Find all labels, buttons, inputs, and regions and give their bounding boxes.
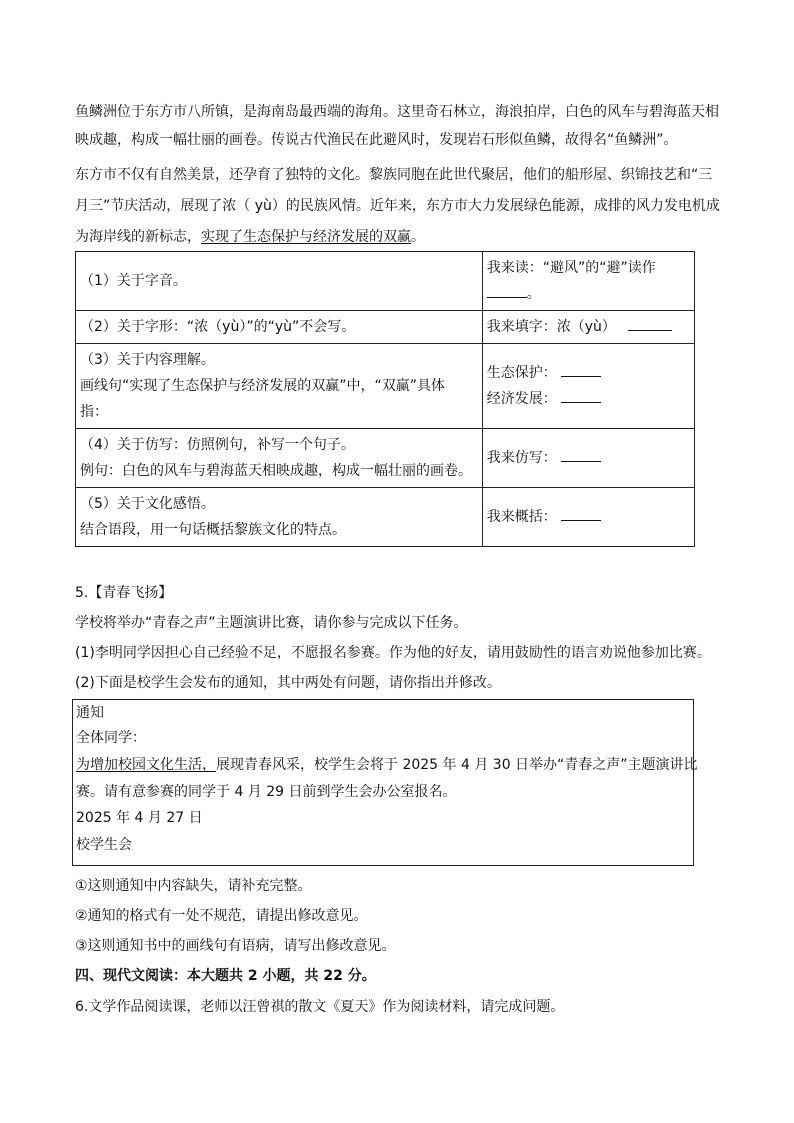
row4-right bbox=[482, 429, 694, 488]
table-row bbox=[76, 429, 695, 488]
row3-left-1: （3）关于内容理解。 bbox=[80, 352, 215, 368]
row3-right bbox=[482, 344, 694, 429]
passage-line-5-end: 。 bbox=[411, 229, 425, 245]
answer-blank[interactable] bbox=[487, 285, 527, 298]
notice-greeting: 全体同学： bbox=[76, 730, 146, 746]
row3-left-3: 指： bbox=[80, 404, 108, 420]
table-row bbox=[76, 311, 695, 344]
notice-box bbox=[72, 699, 698, 866]
row1-answer-line bbox=[487, 281, 690, 307]
row1-left: （1）关于字音。 bbox=[76, 252, 483, 311]
row5-left bbox=[76, 488, 483, 547]
row3-left bbox=[76, 344, 483, 429]
row1-right-end: 。 bbox=[526, 286, 541, 302]
row1-right-text: 我来读：“避风”的“避”读作 bbox=[486, 260, 656, 276]
question-5-task-2: (2)下面是校学生会发布的通知，其中两处有问题，请你指出并修改。 bbox=[75, 675, 501, 691]
sub-question-1: ①这则通知中内容缺失，请补充完整。 bbox=[75, 878, 312, 894]
answer-blank[interactable] bbox=[561, 508, 601, 521]
question-5-title: 5.【青春飞扬】 bbox=[75, 585, 173, 601]
notice-date: 2025 年 4 月 27 日 bbox=[76, 810, 203, 826]
row1-right bbox=[482, 252, 694, 311]
table-row bbox=[76, 344, 695, 429]
row4-left-2: 例句：白色的风车与碧海蓝天相映成趣，构成一幅壮丽的画卷。 bbox=[80, 463, 472, 479]
notice-body-line-1 bbox=[76, 755, 698, 775]
answer-blank[interactable] bbox=[561, 390, 601, 403]
passage-line-3: 东方市不仅有自然美景，还孕育了独特的文化。黎族同胞在此世代聚居，他们的船形屋、织锦技艺和“三 bbox=[75, 167, 713, 183]
sub-question-2: ②通知的格式有一处不规范，请提出修改意见。 bbox=[75, 908, 368, 924]
row2-right-text: 我来填字：浓（yù） bbox=[486, 319, 616, 335]
question-table bbox=[75, 251, 695, 547]
row5-left-2: 结合语段，用一句话概括黎族文化的特点。 bbox=[80, 522, 346, 538]
table-row bbox=[76, 488, 695, 547]
row4-right-text: 我来仿写： bbox=[486, 450, 557, 466]
row5-left-1: （5）关于文化感悟。 bbox=[80, 496, 215, 512]
notice-title: 通知 bbox=[76, 705, 104, 721]
notice-underlined-sentence: 为增加校园文化生活， bbox=[76, 757, 216, 773]
passage-line-1: 鱼鳞洲位于东方市八所镇，是海南岛最西端的海角。这里奇石林立，海浪拍岸，白色的风车与碧海蓝天相 bbox=[75, 104, 719, 120]
table-row bbox=[76, 252, 695, 311]
passage-line-5-start: 为海岸线的新标志， bbox=[75, 229, 201, 245]
answer-blank[interactable] bbox=[628, 318, 672, 331]
answer-blank[interactable] bbox=[561, 364, 601, 377]
passage-line-4: 月三”节庆活动，展现了浓（ yù）的民族风情。近年来，东方市大力发展绿色能源，成排的风力发电机成 bbox=[75, 198, 720, 214]
row5-right bbox=[482, 488, 694, 547]
row4-left-1: （4）关于仿写：仿照例句，补写一个句子。 bbox=[80, 437, 355, 453]
notice-body-line-2: 赛。请有意参赛的同学于 4 月 29 日前到学生会办公室报名。 bbox=[76, 784, 457, 800]
row3-left-2: 画线句“实现了生态保护与经济发展的双赢”中，“双赢”具体 bbox=[80, 378, 446, 394]
notice-body-line-1-rest: 展现青春风采，校学生会将于 2025 年 4 月 30 日举办“青春之声”主题演讲比 bbox=[216, 757, 698, 773]
notice-signer: 校学生会 bbox=[76, 837, 132, 853]
row4-left bbox=[76, 429, 483, 488]
passage-line-2: 映成趣，构成一幅壮丽的画卷。传说古代渔民在此避风时，发现岩石形似鱼鳞，故得名“鱼鳞洲”。 bbox=[75, 132, 678, 148]
question-5-task-1: (1)李明同学因担心自己经验不足，不愿报名参赛。作为他的好友，请用鼓励性的语言劝说他参加比赛。 bbox=[75, 645, 711, 661]
question-5-intro: 学校将举办“青春之声”主题演讲比赛，请你参与完成以下任务。 bbox=[75, 615, 468, 631]
ecology-label: 生态保护： bbox=[486, 365, 557, 381]
row2-left: （2）关于字形：“浓（yù）”的“yù”不会写。 bbox=[76, 311, 483, 344]
section-4-heading: 四、现代文阅读：本大题共 2 小题，共 22 分。 bbox=[75, 968, 376, 984]
row3-right-1 bbox=[487, 360, 690, 386]
answer-blank[interactable] bbox=[561, 449, 601, 462]
underlined-sentence: 实现了生态保护与经济发展的双赢 bbox=[201, 229, 411, 245]
row2-right bbox=[482, 311, 694, 344]
row3-right-2 bbox=[487, 386, 690, 412]
row5-right-text: 我来概括： bbox=[486, 509, 557, 525]
sub-question-3: ③这则通知书中的画线句有语病，请写出修改意见。 bbox=[75, 938, 396, 954]
economy-label: 经济发展： bbox=[486, 391, 557, 407]
passage-line-5 bbox=[75, 227, 425, 247]
question-6: 6.文学作品阅读课，老师以汪曾祺的散文《夏天》作为阅读材料，请完成问题。 bbox=[75, 999, 565, 1015]
